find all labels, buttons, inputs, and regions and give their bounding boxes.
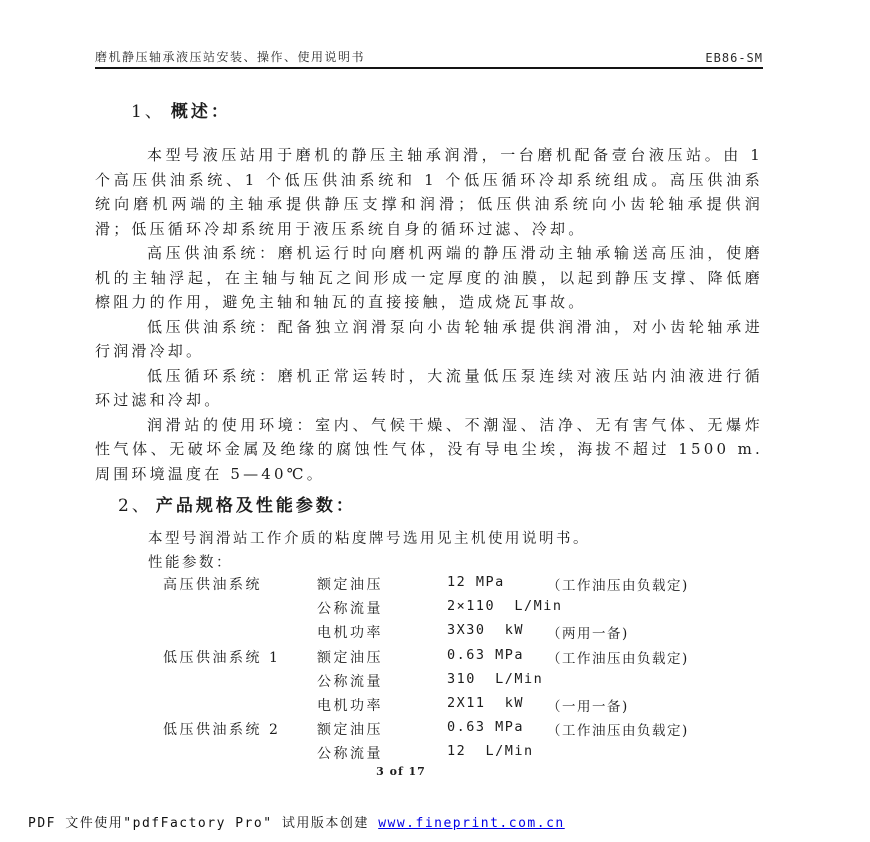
document-header — [95, 48, 763, 65]
table-row — [95, 669, 763, 693]
paragraph: 低压循环系统：磨机正常运转时，大流量低压泵连续对液压站内油液进行循环过滤和冷却。 — [95, 366, 763, 409]
section-1-number: 1、 — [131, 102, 165, 122]
system-cell: 高压供油系统 — [163, 577, 262, 593]
paragraph: 本型号液压站用于磨机的静压主轴承润滑，一台磨机配备壹台液压站。由 1 个高压供油系统、1 个低压供油系统和 1 个低压循环冷却系统组成。高压供油系统向磨机两端的主轴承提供静压支撑和润滑；低压供油系统向小齿轮轴承提供润滑；低压循环冷却系统用于液压系统自身的循环过滤、冷却。 — [95, 146, 763, 238]
table-row — [95, 645, 763, 669]
system-cell: 低压供油系统 1 — [163, 649, 281, 666]
section-1-title: 概述： — [170, 102, 231, 122]
paragraph: 润滑站的使用环境：室内、气候干燥、不潮湿、洁净、无有害气体、无爆炸性气体、无破坏金属及绝缘的腐蚀性气体，没有导电尘埃，海拔不超过 1500 m. 周围环境温度在 5—40℃。 — [95, 415, 763, 483]
section-2-heading — [118, 491, 356, 516]
param-cell: 额定油压 — [317, 649, 383, 666]
header-doc-code: EB86-SM — [705, 51, 763, 65]
header-rule — [95, 67, 763, 69]
value-cell: 2×110 L/Min — [447, 598, 563, 615]
table-row — [95, 572, 763, 596]
value-cell: 12 L/Min — [447, 743, 534, 760]
note-cell: （两用一备) — [547, 626, 629, 643]
param-cell: 公称流量 — [317, 746, 383, 763]
value-cell: 3X30 kW — [447, 622, 525, 639]
table-row — [95, 596, 763, 620]
section-1-body — [95, 143, 763, 486]
param-cell: 公称流量 — [317, 601, 383, 618]
param-cell: 额定油压 — [317, 577, 383, 593]
note-cell: （工作油压由负载定) — [547, 578, 689, 594]
system-cell: 低压供油系统 2 — [163, 722, 281, 739]
note-cell: （工作油压由负载定) — [547, 723, 689, 740]
value-cell: 310 L/Min — [447, 670, 544, 687]
pdf-trial-footer — [28, 812, 848, 831]
value-cell: 0.63 MPa — [447, 719, 525, 736]
pdf-trial-text: PDF 文件使用"pdfFactory Pro" 试用版本创建 — [28, 816, 379, 831]
section-1-heading — [131, 97, 231, 122]
param-cell: 公称流量 — [317, 673, 383, 690]
value-cell: 12 MPa — [447, 574, 505, 590]
performance-params-table — [95, 572, 763, 766]
table-row — [95, 620, 763, 644]
note-cell: （工作油压由负载定) — [547, 650, 689, 667]
paragraph: 低压供油系统：配备独立润滑泵向小齿轮轴承提供润滑油，对小齿轮轴承进行润滑冷却。 — [95, 317, 763, 360]
table-row — [95, 741, 763, 765]
table-row — [95, 693, 763, 717]
header-title: 磨机静压轴承液压站安装、操作、使用说明书 — [95, 50, 366, 64]
section-2-title: 产品规格及性能参数： — [155, 496, 356, 516]
page-number: 3 of 17 — [376, 765, 426, 778]
section-2-number: 2、 — [118, 496, 152, 516]
param-cell: 电机功率 — [317, 625, 383, 642]
note-cell: （一用一备) — [547, 698, 629, 715]
value-cell: 2X11 kW — [447, 694, 525, 711]
performance-params-label: 性能参数： — [148, 555, 233, 571]
param-cell: 电机功率 — [317, 697, 383, 714]
section-2-intro: 本型号润滑站工作介质的粘度牌号选用见主机使用说明书。 — [148, 531, 590, 547]
fineprint-link[interactable]: www.fineprint.com.cn — [378, 816, 565, 831]
paragraph: 高压供油系统：磨机运行时向磨机两端的静压滑动主轴承输送高压油，使磨机的主轴浮起，在主轴与轴瓦之间形成一定厚度的油膜，以起到静压支撑、降低磨檫阻力的作用，避免主轴和轴瓦的直接接触，造成烧瓦事故。 — [95, 244, 763, 311]
value-cell: 0.63 MPa — [447, 646, 525, 663]
param-cell: 额定油压 — [317, 722, 383, 739]
table-row — [95, 717, 763, 741]
